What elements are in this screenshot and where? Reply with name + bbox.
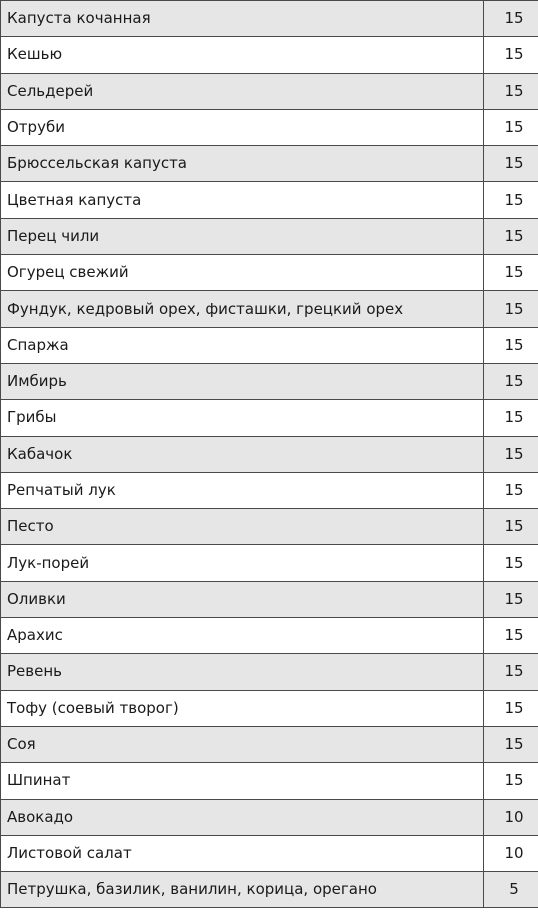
table-row (1, 1, 538, 37)
table-row (1, 509, 538, 545)
table-row (1, 763, 538, 799)
table-row (1, 400, 538, 436)
food-value-cell: 15 (484, 73, 538, 109)
table-row (1, 654, 538, 690)
table-row (1, 618, 538, 654)
food-value-cell: 15 (484, 726, 538, 762)
food-name-cell: Перец чили (1, 218, 484, 254)
food-value-cell: 15 (484, 654, 538, 690)
food-value-cell: 15 (484, 545, 538, 581)
food-name-cell: Репчатый лук (1, 472, 484, 508)
table-row (1, 835, 538, 871)
food-name-cell: Петрушка, базилик, ванилин, корица, орегано (1, 872, 484, 908)
food-value-cell: 15 (484, 255, 538, 291)
food-value-cell: 15 (484, 1, 538, 37)
table-row (1, 690, 538, 726)
food-name-cell: Ревень (1, 654, 484, 690)
table-row (1, 726, 538, 762)
food-name-cell: Листовой салат (1, 835, 484, 871)
food-name-cell: Отруби (1, 109, 484, 145)
food-value-cell: 15 (484, 436, 538, 472)
food-name-cell: Фундук, кедровый орех, фисташки, грецкий орех (1, 291, 484, 327)
food-name-cell: Имбирь (1, 363, 484, 399)
food-name-cell: Спаржа (1, 327, 484, 363)
food-value-cell: 5 (484, 872, 538, 908)
table-row (1, 363, 538, 399)
table-row (1, 146, 538, 182)
food-value-cell: 15 (484, 690, 538, 726)
food-name-cell: Тофу (соевый творог) (1, 690, 484, 726)
food-value-cell: 15 (484, 763, 538, 799)
table-row (1, 545, 538, 581)
food-name-cell: Соя (1, 726, 484, 762)
food-value-cell: 15 (484, 218, 538, 254)
food-value-cell: 15 (484, 363, 538, 399)
table-row (1, 182, 538, 218)
food-name-cell: Лук-порей (1, 545, 484, 581)
food-name-cell: Брюссельская капуста (1, 146, 484, 182)
food-value-cell: 15 (484, 291, 538, 327)
food-name-cell: Капуста кочанная (1, 1, 484, 37)
food-value-cell: 15 (484, 472, 538, 508)
food-value-cell: 15 (484, 182, 538, 218)
food-name-cell: Сельдерей (1, 73, 484, 109)
food-name-cell: Авокадо (1, 799, 484, 835)
table-row (1, 73, 538, 109)
table-row (1, 472, 538, 508)
food-value-cell: 15 (484, 327, 538, 363)
table-row (1, 872, 538, 908)
table-row (1, 436, 538, 472)
food-name-cell: Кабачок (1, 436, 484, 472)
food-table-body (1, 1, 538, 908)
table-row (1, 327, 538, 363)
table-row (1, 799, 538, 835)
food-name-cell: Кешью (1, 37, 484, 73)
table-row (1, 218, 538, 254)
food-name-cell: Грибы (1, 400, 484, 436)
food-value-cell: 15 (484, 109, 538, 145)
table-row (1, 255, 538, 291)
food-value-cell: 15 (484, 581, 538, 617)
food-name-cell: Оливки (1, 581, 484, 617)
table-row (1, 37, 538, 73)
table-row (1, 109, 538, 145)
food-name-cell: Песто (1, 509, 484, 545)
food-value-cell: 10 (484, 799, 538, 835)
food-value-cell: 10 (484, 835, 538, 871)
food-name-cell: Шпинат (1, 763, 484, 799)
food-value-cell: 15 (484, 509, 538, 545)
food-name-cell: Арахис (1, 618, 484, 654)
food-name-cell: Огурец свежий (1, 255, 484, 291)
food-value-cell: 15 (484, 618, 538, 654)
food-value-cell: 15 (484, 37, 538, 73)
table-row (1, 581, 538, 617)
food-value-cell: 15 (484, 146, 538, 182)
table-row (1, 291, 538, 327)
food-value-cell: 15 (484, 400, 538, 436)
food-name-cell: Цветная капуста (1, 182, 484, 218)
